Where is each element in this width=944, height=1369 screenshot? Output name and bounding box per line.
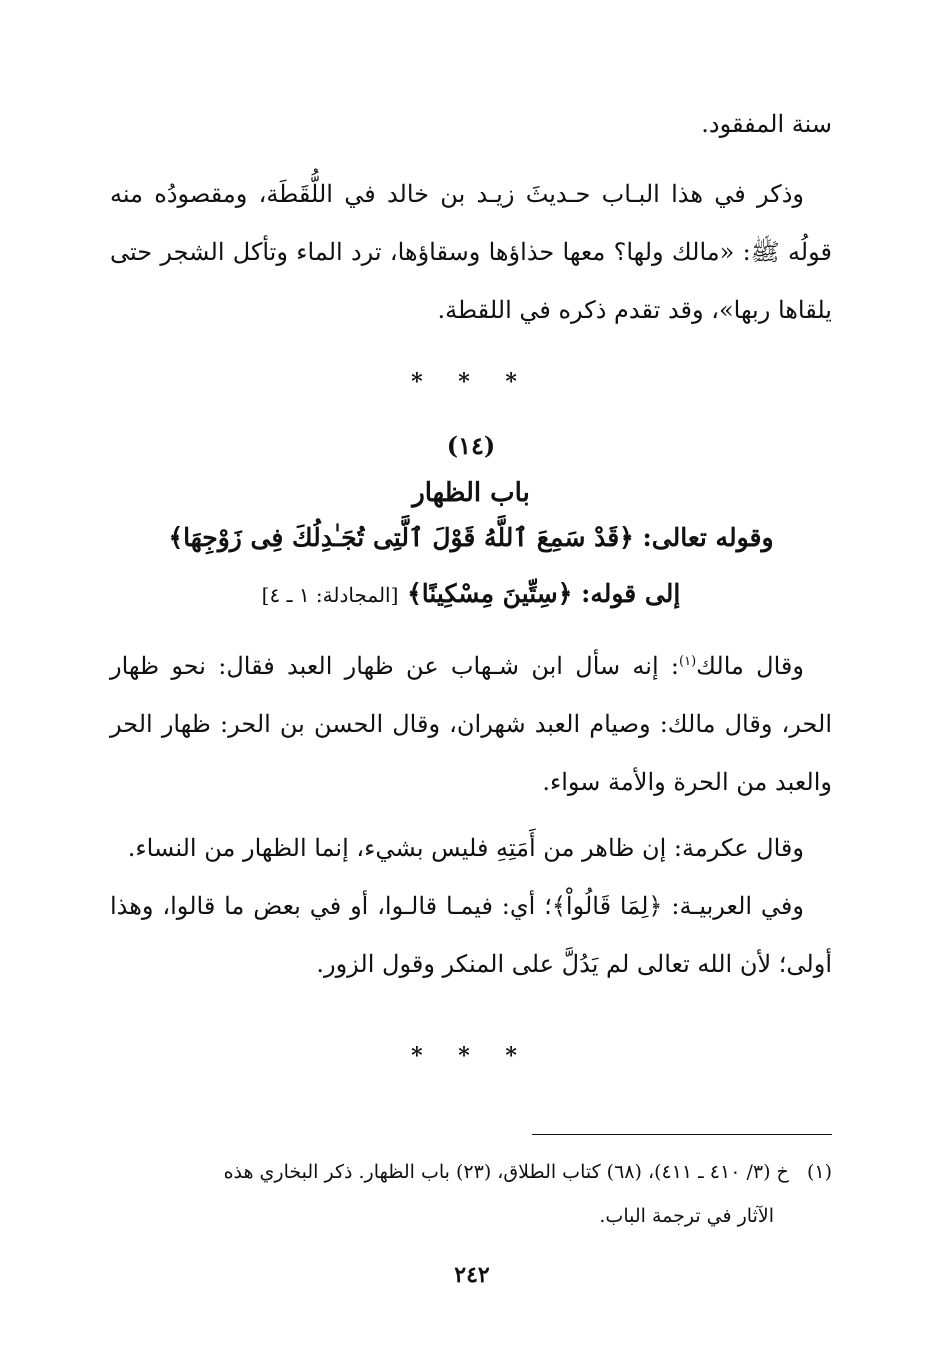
chapter-number: (١٤) bbox=[446, 431, 496, 460]
section-separator: * * * bbox=[411, 369, 531, 395]
footnote-marker: (١) bbox=[679, 654, 697, 669]
paragraph-5: وفي العربيـة: ﴿لِمَا قَالُواْ﴾؛ أي: فيمـا قالـوا، أو في بعض ما قالوا، وهذا أولى؛ لأن الله تعالى لم يَدُلَّ على المنكر وقول الزور. bbox=[110, 892, 832, 978]
page-number: ٢٤٢ bbox=[454, 1262, 490, 1288]
section-separator-2: * * * bbox=[411, 1043, 531, 1069]
footnote bbox=[110, 1150, 832, 1238]
paragraph-3 bbox=[110, 637, 832, 811]
paragraph-1: سنة المفقود. bbox=[701, 110, 832, 138]
verse-line-1: وقوله تعالى: ﴿قَدْ سَمِعَ ٱللَّهُ قَوْلَ ٱلَّتِى تُجَـٰدِلُكَ فِى زَوْجِهَا﴾ bbox=[168, 523, 774, 552]
verse-reference: [المجادلة: ١ ـ ٤] bbox=[261, 583, 399, 607]
footnote-divider bbox=[532, 1134, 832, 1135]
paragraph-3-start: وقال مالك bbox=[696, 652, 804, 680]
footnote-line-2: الآثار في ترجمة الباب. bbox=[599, 1205, 774, 1227]
footnote-text-1: خ (٣/ ٤١٠ ـ ٤١١)، (٦٨) كتاب الطلاق، (٢٣) باب الظهار. ذكر البخاري هذه bbox=[223, 1161, 789, 1183]
paragraph-2: وذكر في هذا البـاب حـديثَ زيـد بن خالد في اللُّقَطَة، ومقصودُه منه قولُه ﷺ: «مالك ولها؟ معها حذاؤها وسقاؤها، ترد الماء وتأكل الشجر حتى يلقاها ربها»، وقد تقدم ذكره في اللقطة. bbox=[110, 180, 832, 324]
page-body bbox=[110, 95, 832, 1069]
paragraph-4: وقال عكرمة: إن ظاهر من أَمَتِهِ فليس بشيء، إنما الظهار من النساء. bbox=[127, 834, 804, 862]
footnote-number: (١) bbox=[806, 1161, 832, 1183]
verse-line-2 bbox=[110, 566, 832, 623]
paragraph-3-rest: : إنه سأل ابن شـهاب عن ظهار العبد فقال: نحو ظهار الحر، وقال مالك: وصيام العبد شهران، وقال الحسن بن الحر: ظهار الحر والعبد من الحرة والأمة سواء. bbox=[110, 652, 832, 796]
footnote-line-1 bbox=[110, 1150, 832, 1194]
chapter-title: باب الظهار bbox=[412, 478, 530, 508]
verse-line-2-lead: إلى قوله: ﴿سِتِّينَ مِسْكِينًا﴾ bbox=[407, 579, 681, 608]
